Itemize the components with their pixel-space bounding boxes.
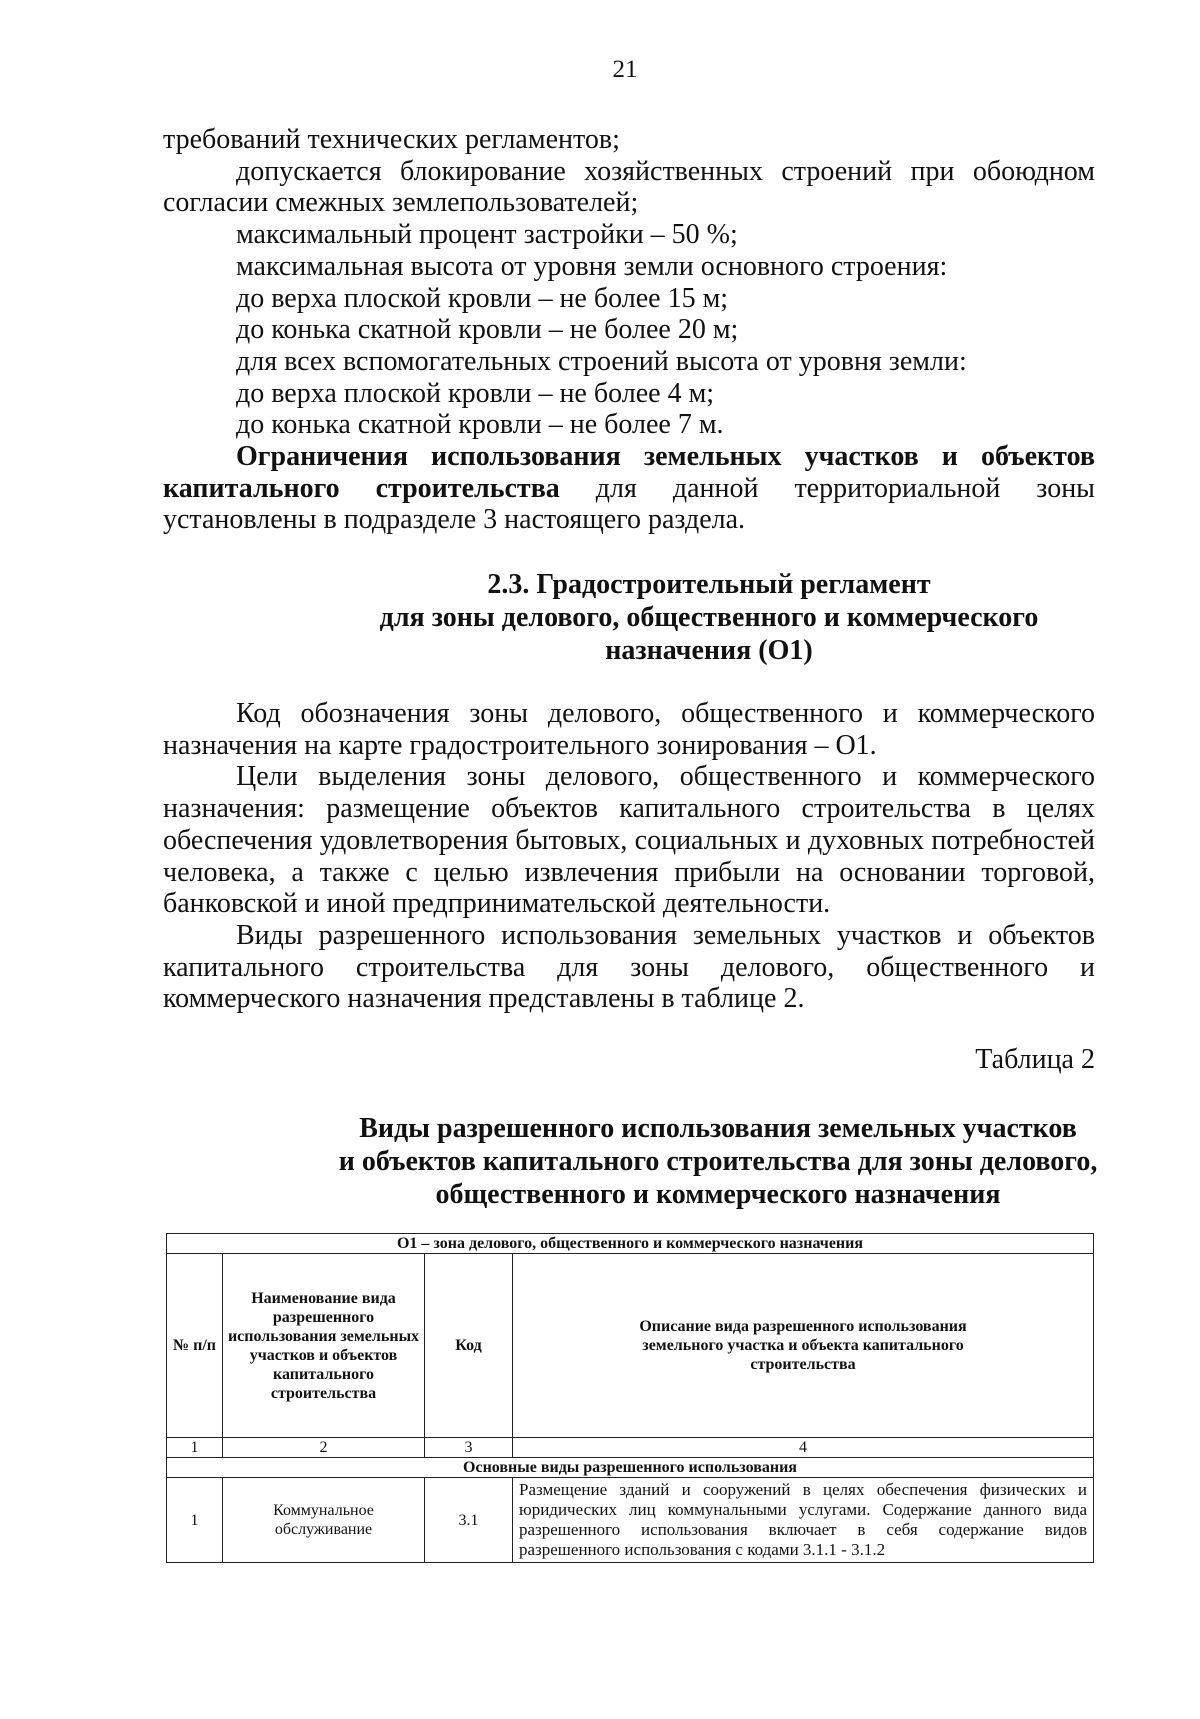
restrictions-rest: для данной территориальной зоны установлены в подразделе 3 настоящего раздела. xyxy=(163,472,1095,536)
zone-header: О1 – зона делового, общественного и коммерческого назначения xyxy=(167,1234,1094,1254)
table-caption: Таблица 2 xyxy=(975,1044,1095,1075)
paragraph: допускается блокирование хозяйственных строений при обоюдном согласии смежных землепользователей; xyxy=(163,155,1095,219)
permitted-use-table xyxy=(166,1233,1094,1563)
col-code-header: Код xyxy=(425,1254,513,1438)
table-title-line: Виды разрешенного использования земельных участков xyxy=(359,1113,1077,1144)
row-name: Коммунальное обслуживание xyxy=(223,1478,425,1563)
zone-description-text xyxy=(163,698,1095,1015)
section-header-row xyxy=(167,1458,1094,1478)
row-description: Размещение зданий и сооружений в целях обеспечения физических и юридических лиц коммунальными услугами. Содержание данного вида разрешенного использования включает в себя содержание видов разрешенного использования с кодами 3.1.1 - 3.1.2 xyxy=(513,1478,1094,1563)
table-title-line: и объектов капитального строительства для зоны делового, xyxy=(338,1146,1098,1177)
text-line: до верха плоской кровли – не более 15 м; xyxy=(236,282,729,314)
table-row xyxy=(167,1478,1094,1563)
text-line: максимальная высота от уровня земли основного строения: xyxy=(236,250,948,282)
section-heading xyxy=(163,568,1200,667)
text-line: до конька скатной кровли – не более 7 м. xyxy=(236,409,724,441)
heading-line: назначения (О1) xyxy=(605,635,813,666)
row-code: 3.1 xyxy=(425,1478,513,1563)
paragraph: Цели выделения зоны делового, общественного и коммерческого назначения: размещение объектов капитального строительства в целях обеспечения удовлетворения бытовых, социальных и духовных потребностей человека, а также с целью извлечения прибыли на основании торговой, банковской и иной предпринимательской деятельности. xyxy=(163,761,1095,920)
text-line: до верха плоской кровли – не более 4 м; xyxy=(236,377,715,409)
heading-line: для зоны делового, общественного и коммерческого xyxy=(379,602,1039,633)
col-number-header: № п/п xyxy=(167,1254,223,1438)
continuation-text xyxy=(163,124,1095,536)
row-number: 1 xyxy=(167,1478,223,1563)
zone-header-row xyxy=(167,1234,1094,1254)
col-description-header: Описание вида разрешенного использования земельного участка и объекта капитального строительства xyxy=(513,1254,1094,1438)
text-line: до конька скатной кровли – не более 20 м; xyxy=(236,314,739,346)
text-line: для всех вспомогательных строений высота от уровня земли: xyxy=(236,345,967,377)
col-index: 3 xyxy=(425,1438,513,1458)
table-title-line: общественного и коммерческого назначения xyxy=(435,1179,1001,1210)
col-index: 1 xyxy=(167,1438,223,1458)
column-header-row xyxy=(167,1254,1094,1438)
text-line: максимальный процент застройки – 50 %; xyxy=(236,219,738,251)
col-name-header: Наименование вида разрешенного использования земельных участков и объектов капитального строительства xyxy=(223,1254,425,1438)
page-number: 21 xyxy=(612,56,638,83)
main-uses-header: Основные виды разрешенного использования xyxy=(167,1458,1094,1478)
column-index-row xyxy=(167,1438,1094,1458)
restrictions-paragraph xyxy=(163,441,1095,536)
table-title xyxy=(163,1112,1200,1211)
text-line: требований технических регламентов; xyxy=(163,124,620,155)
col-index: 2 xyxy=(223,1438,425,1458)
restrictions-bold: Ограничения использования земельных участков и объектов капитального строительства xyxy=(163,441,1095,504)
paragraph: Код обозначения зоны делового, общественного и коммерческого назначения на карте градостроительного зонирования – О1. xyxy=(163,698,1095,761)
col-index: 4 xyxy=(513,1438,1094,1458)
heading-line: 2.3. Градостроительный регламент xyxy=(487,569,931,600)
paragraph: Виды разрешенного использования земельных участков и объектов капитального строительства для зоны делового, общественного и коммерческого назначения представлены в таблице 2. xyxy=(163,919,1095,1015)
